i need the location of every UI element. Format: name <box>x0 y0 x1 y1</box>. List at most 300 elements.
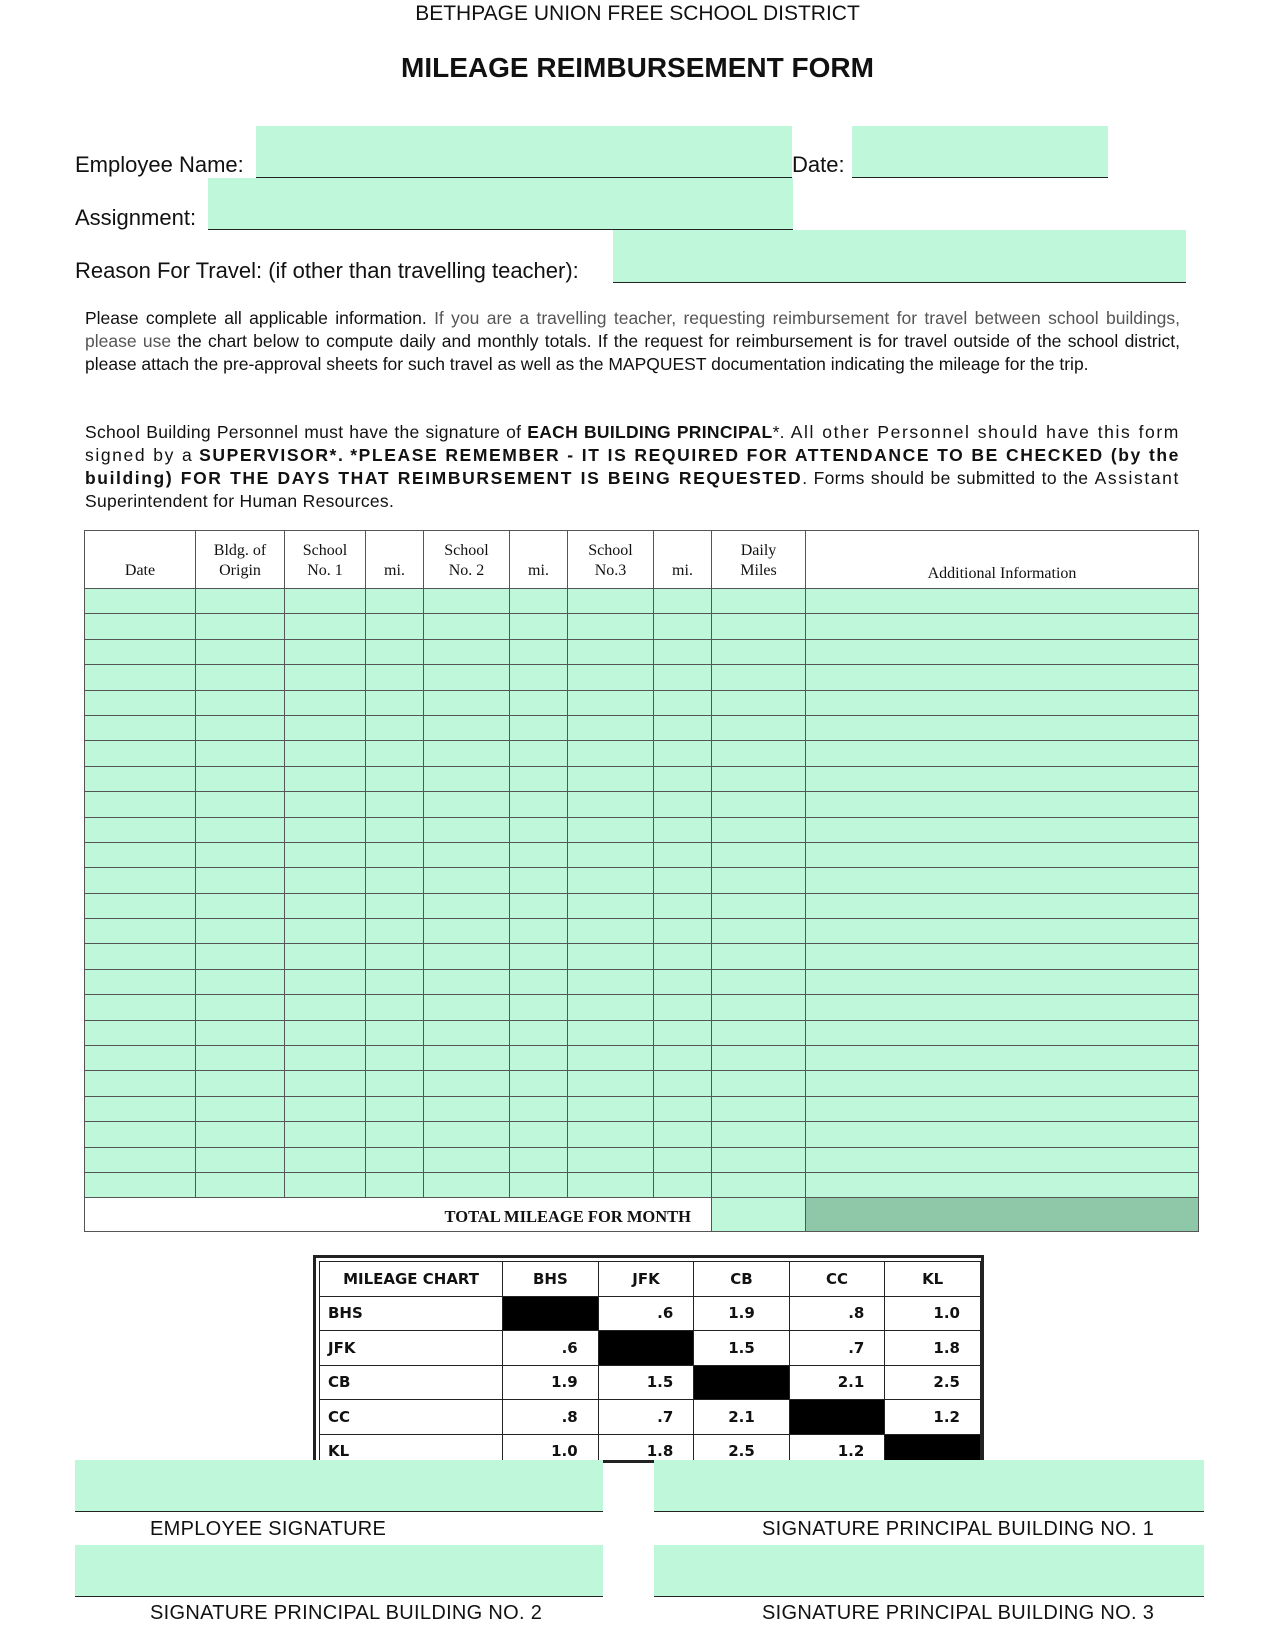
log-cell-input[interactable] <box>366 690 424 715</box>
log-cell-input[interactable] <box>654 766 712 791</box>
log-cell-input[interactable] <box>424 919 510 944</box>
log-row <box>85 690 1199 715</box>
log-cell-input[interactable] <box>806 1096 1199 1121</box>
log-cell-input[interactable] <box>424 1096 510 1121</box>
log-cell-input[interactable] <box>366 969 424 994</box>
log-cell-input[interactable] <box>285 665 366 690</box>
log-cell-input[interactable] <box>196 842 285 867</box>
log-cell-input[interactable] <box>654 868 712 893</box>
log-cell-input[interactable] <box>85 893 196 918</box>
log-cell-input[interactable] <box>712 766 806 791</box>
log-cell-input[interactable] <box>712 868 806 893</box>
col-mi-3: mi. <box>654 531 712 589</box>
log-cell-input[interactable] <box>806 690 1199 715</box>
log-cell-input[interactable] <box>568 792 654 817</box>
log-cell-input[interactable] <box>712 741 806 766</box>
log-cell-input[interactable] <box>196 1071 285 1096</box>
log-cell-input[interactable] <box>85 766 196 791</box>
log-cell-input[interactable] <box>196 614 285 639</box>
log-cell-input[interactable] <box>806 1020 1199 1045</box>
log-cell-input[interactable] <box>568 589 654 614</box>
log-cell-input[interactable] <box>510 665 568 690</box>
log-cell-input[interactable] <box>568 1172 654 1197</box>
log-row <box>85 817 1199 842</box>
log-cell-input[interactable] <box>654 741 712 766</box>
log-cell-input[interactable] <box>510 614 568 639</box>
log-cell-input[interactable] <box>654 715 712 740</box>
log-cell-input[interactable] <box>285 1071 366 1096</box>
log-cell-input[interactable] <box>285 817 366 842</box>
mileage-chart-row <box>320 1296 981 1331</box>
log-row <box>85 665 1199 690</box>
log-cell-input[interactable] <box>85 1020 196 1045</box>
log-row <box>85 1071 1199 1096</box>
log-cell-input[interactable] <box>366 919 424 944</box>
log-cell-input[interactable] <box>366 792 424 817</box>
log-cell-input[interactable] <box>510 1020 568 1045</box>
log-cell-input[interactable] <box>712 1147 806 1172</box>
log-cell-input[interactable] <box>568 995 654 1020</box>
log-cell-input[interactable] <box>366 944 424 969</box>
log-cell-input[interactable] <box>85 1147 196 1172</box>
log-cell-input[interactable] <box>510 969 568 994</box>
log-cell-input[interactable] <box>196 665 285 690</box>
log-cell-input[interactable] <box>806 741 1199 766</box>
date-input[interactable] <box>852 126 1108 178</box>
chart-col-header: KL <box>885 1262 981 1297</box>
log-cell-input[interactable] <box>196 1122 285 1147</box>
log-cell-input[interactable] <box>366 995 424 1020</box>
log-cell-input[interactable] <box>806 893 1199 918</box>
chart-distance-cell: 1.0 <box>885 1296 981 1331</box>
log-cell-input[interactable] <box>568 1020 654 1045</box>
chart-row-header: BHS <box>320 1296 503 1331</box>
log-cell-input[interactable] <box>568 817 654 842</box>
mileage-chart-header-row <box>320 1262 981 1297</box>
log-cell-input[interactable] <box>654 893 712 918</box>
col-daily-miles: Daily Miles <box>712 531 806 589</box>
log-cell-input[interactable] <box>806 817 1199 842</box>
log-cell-input[interactable] <box>712 969 806 994</box>
log-cell-input[interactable] <box>510 995 568 1020</box>
log-cell-input[interactable] <box>285 995 366 1020</box>
log-cell-input[interactable] <box>712 715 806 740</box>
form-title: MILEAGE REIMBURSEMENT FORM <box>401 52 874 83</box>
chart-diagonal-cell <box>789 1400 885 1435</box>
assignment-input[interactable] <box>208 178 793 230</box>
log-cell-input[interactable] <box>196 741 285 766</box>
log-cell-input[interactable] <box>366 1147 424 1172</box>
log-cell-input[interactable] <box>654 995 712 1020</box>
log-cell-input[interactable] <box>568 944 654 969</box>
log-cell-input[interactable] <box>654 1020 712 1045</box>
log-cell-input[interactable] <box>85 817 196 842</box>
log-cell-input[interactable] <box>85 665 196 690</box>
log-cell-input[interactable] <box>366 665 424 690</box>
log-cell-input[interactable] <box>654 690 712 715</box>
chart-distance-cell: 2.5 <box>885 1365 981 1400</box>
log-cell-input[interactable] <box>424 639 510 664</box>
log-cell-input[interactable] <box>366 741 424 766</box>
log-cell-input[interactable] <box>712 639 806 664</box>
log-cell-input[interactable] <box>85 792 196 817</box>
log-cell-input[interactable] <box>366 715 424 740</box>
log-cell-input[interactable] <box>424 1147 510 1172</box>
mileage-chart <box>313 1255 984 1463</box>
log-cell-input[interactable] <box>510 842 568 867</box>
employee-name-label: Employee Name: <box>75 152 244 177</box>
log-cell-input[interactable] <box>85 868 196 893</box>
log-cell-input[interactable] <box>568 614 654 639</box>
log-cell-input[interactable] <box>654 1071 712 1096</box>
log-cell-input[interactable] <box>424 1046 510 1071</box>
log-cell-input[interactable] <box>85 614 196 639</box>
log-cell-input[interactable] <box>568 1071 654 1096</box>
log-cell-input[interactable] <box>510 766 568 791</box>
log-cell-input[interactable] <box>285 969 366 994</box>
log-cell-input[interactable] <box>806 792 1199 817</box>
col-school-2: School No. 2 <box>424 531 510 589</box>
mileage-chart-table <box>319 1261 981 1463</box>
log-cell-input[interactable] <box>712 919 806 944</box>
log-cell-input[interactable] <box>654 1046 712 1071</box>
chart-col-header: CC <box>789 1262 885 1297</box>
log-cell-input[interactable] <box>654 919 712 944</box>
instructions-paragraph-1: Please complete all applicable information. If you are a travelling teacher, requesting reimbursement for travel between school buildings, please use the chart below to compute daily and monthly totals. If the request for reimbursement is for travel outside of the school district, please attach the pre-approval sheets for such travel as well as the MAPQUEST documentation indicating the mileage for the trip. <box>85 308 1180 374</box>
principal-3-signature-field[interactable] <box>654 1545 1204 1597</box>
log-cell-input[interactable] <box>806 589 1199 614</box>
log-cell-input[interactable] <box>568 842 654 867</box>
log-cell-input[interactable] <box>85 589 196 614</box>
log-cell-input[interactable] <box>806 919 1199 944</box>
log-cell-input[interactable] <box>285 944 366 969</box>
log-cell-input[interactable] <box>806 715 1199 740</box>
log-cell-input[interactable] <box>806 766 1199 791</box>
mileage-chart-row <box>320 1331 981 1366</box>
log-cell-input[interactable] <box>568 1096 654 1121</box>
log-cell-input[interactable] <box>366 589 424 614</box>
chart-distance-cell: .8 <box>503 1400 599 1435</box>
log-cell-input[interactable] <box>285 1096 366 1121</box>
principal-2-signature-field[interactable] <box>75 1545 603 1597</box>
log-cell-input[interactable] <box>712 1020 806 1045</box>
log-cell-input[interactable] <box>424 1071 510 1096</box>
log-cell-input[interactable] <box>366 893 424 918</box>
log-cell-input[interactable] <box>424 944 510 969</box>
log-cell-input[interactable] <box>510 893 568 918</box>
log-cell-input[interactable] <box>196 1020 285 1045</box>
employee-name-input[interactable] <box>256 126 792 178</box>
log-cell-input[interactable] <box>654 792 712 817</box>
log-cell-input[interactable] <box>285 1046 366 1071</box>
log-cell-input[interactable] <box>712 690 806 715</box>
log-cell-input[interactable] <box>806 1172 1199 1197</box>
log-cell-input[interactable] <box>424 842 510 867</box>
log-cell-input[interactable] <box>85 1071 196 1096</box>
mileage-chart-title: MILEAGE CHART <box>320 1262 503 1297</box>
log-cell-input[interactable] <box>285 766 366 791</box>
mileage-chart-row <box>320 1434 981 1463</box>
log-cell-input[interactable] <box>85 741 196 766</box>
log-cell-input[interactable] <box>85 1046 196 1071</box>
log-row <box>85 944 1199 969</box>
log-cell-input[interactable] <box>712 944 806 969</box>
log-cell-input[interactable] <box>424 893 510 918</box>
log-cell-input[interactable] <box>424 614 510 639</box>
log-cell-input[interactable] <box>424 792 510 817</box>
principal-1-signature-field[interactable] <box>654 1460 1204 1512</box>
log-cell-input[interactable] <box>285 589 366 614</box>
log-cell-input[interactable] <box>510 1147 568 1172</box>
chart-distance-cell: .6 <box>598 1296 694 1331</box>
log-cell-input[interactable] <box>285 1147 366 1172</box>
log-cell-input[interactable] <box>366 1096 424 1121</box>
log-cell-input[interactable] <box>806 944 1199 969</box>
chart-diagonal-cell <box>598 1331 694 1366</box>
log-cell-input[interactable] <box>424 995 510 1020</box>
log-cell-input[interactable] <box>510 1172 568 1197</box>
log-cell-input[interactable] <box>424 589 510 614</box>
instructions-paragraph-2: School Building Personnel must have the signature of EACH BUILDING PRINCIPAL*. All other Personnel should have this form signed by a SUPERVISOR*. *PLEASE REMEMBER - IT IS REQUIRED FOR ATTENDANCE TO BE CHECKED (by the building) FOR THE DAYS THAT REIMBURSEMENT IS BEING REQUESTED. Forms should be submitted to the Assistant Superintendent for Human Resources. <box>85 422 1180 511</box>
log-cell-input[interactable] <box>568 690 654 715</box>
log-row <box>85 639 1199 664</box>
chart-distance-cell: .8 <box>789 1296 885 1331</box>
log-cell-input[interactable] <box>510 792 568 817</box>
log-cell-input[interactable] <box>366 766 424 791</box>
mileage-chart-row <box>320 1365 981 1400</box>
log-cell-input[interactable] <box>712 893 806 918</box>
log-cell-input[interactable] <box>712 995 806 1020</box>
log-cell-input[interactable] <box>712 589 806 614</box>
log-row <box>85 741 1199 766</box>
log-cell-input[interactable] <box>712 817 806 842</box>
log-cell-input[interactable] <box>196 969 285 994</box>
log-cell-input[interactable] <box>712 842 806 867</box>
log-cell-input[interactable] <box>654 589 712 614</box>
log-cell-input[interactable] <box>85 995 196 1020</box>
log-cell-input[interactable] <box>654 842 712 867</box>
log-cell-input[interactable] <box>85 1122 196 1147</box>
log-cell-input[interactable] <box>196 944 285 969</box>
log-cell-input[interactable] <box>654 1096 712 1121</box>
log-cell-input[interactable] <box>568 1046 654 1071</box>
log-cell-input[interactable] <box>712 1096 806 1121</box>
log-cell-input[interactable] <box>285 893 366 918</box>
log-cell-input[interactable] <box>568 893 654 918</box>
log-cell-input[interactable] <box>510 868 568 893</box>
log-cell-input[interactable] <box>510 919 568 944</box>
log-cell-input[interactable] <box>568 868 654 893</box>
log-cell-input[interactable] <box>806 1147 1199 1172</box>
log-cell-input[interactable] <box>806 868 1199 893</box>
col-school-1: School No. 1 <box>285 531 366 589</box>
log-cell-input[interactable] <box>366 842 424 867</box>
log-cell-input[interactable] <box>806 1046 1199 1071</box>
log-cell-input[interactable] <box>366 817 424 842</box>
total-mileage-input[interactable] <box>712 1198 806 1232</box>
log-cell-input[interactable] <box>285 792 366 817</box>
log-cell-input[interactable] <box>510 1071 568 1096</box>
log-cell-input[interactable] <box>806 1071 1199 1096</box>
log-cell-input[interactable] <box>285 741 366 766</box>
log-cell-input[interactable] <box>196 1046 285 1071</box>
log-cell-input[interactable] <box>424 1172 510 1197</box>
total-row <box>85 1198 1199 1232</box>
employee-signature-label: EMPLOYEE SIGNATURE <box>150 1518 387 1540</box>
log-cell-input[interactable] <box>196 1172 285 1197</box>
log-cell-input[interactable] <box>510 690 568 715</box>
log-cell-input[interactable] <box>196 817 285 842</box>
chart-row-header: JFK <box>320 1331 503 1366</box>
log-cell-input[interactable] <box>424 741 510 766</box>
log-cell-input[interactable] <box>654 1147 712 1172</box>
log-cell-input[interactable] <box>510 639 568 664</box>
log-cell-input[interactable] <box>654 944 712 969</box>
log-cell-input[interactable] <box>196 1147 285 1172</box>
log-cell-input[interactable] <box>85 1172 196 1197</box>
reason-input[interactable] <box>613 230 1186 283</box>
log-cell-input[interactable] <box>366 868 424 893</box>
chart-distance-cell: 1.8 <box>885 1331 981 1366</box>
chart-distance-cell: 1.0 <box>503 1434 599 1463</box>
col-additional-info: Additional Information <box>806 531 1199 589</box>
log-cell-input[interactable] <box>510 1046 568 1071</box>
log-cell-input[interactable] <box>806 639 1199 664</box>
chart-col-header: JFK <box>598 1262 694 1297</box>
log-cell-input[interactable] <box>654 969 712 994</box>
log-cell-input[interactable] <box>806 665 1199 690</box>
log-cell-input[interactable] <box>196 766 285 791</box>
log-cell-input[interactable] <box>510 1122 568 1147</box>
log-cell-input[interactable] <box>568 919 654 944</box>
log-cell-input[interactable] <box>510 589 568 614</box>
log-cell-input[interactable] <box>568 766 654 791</box>
log-cell-input[interactable] <box>85 715 196 740</box>
log-cell-input[interactable] <box>85 969 196 994</box>
log-cell-input[interactable] <box>285 1122 366 1147</box>
log-row <box>85 842 1199 867</box>
log-cell-input[interactable] <box>712 1071 806 1096</box>
log-cell-input[interactable] <box>568 1147 654 1172</box>
log-cell-input[interactable] <box>196 589 285 614</box>
log-cell-input[interactable] <box>85 919 196 944</box>
log-cell-input[interactable] <box>712 1172 806 1197</box>
log-cell-input[interactable] <box>424 715 510 740</box>
log-cell-input[interactable] <box>806 1122 1199 1147</box>
log-cell-input[interactable] <box>712 1046 806 1071</box>
log-cell-input[interactable] <box>806 969 1199 994</box>
log-cell-input[interactable] <box>654 1122 712 1147</box>
log-cell-input[interactable] <box>806 614 1199 639</box>
log-row <box>85 715 1199 740</box>
log-cell-input[interactable] <box>285 919 366 944</box>
chart-distance-cell: .7 <box>789 1331 885 1366</box>
log-cell-input[interactable] <box>806 995 1199 1020</box>
log-cell-input[interactable] <box>196 893 285 918</box>
log-cell-input[interactable] <box>654 817 712 842</box>
log-cell-input[interactable] <box>85 944 196 969</box>
log-cell-input[interactable] <box>424 690 510 715</box>
log-cell-input[interactable] <box>85 842 196 867</box>
log-cell-input[interactable] <box>568 715 654 740</box>
log-cell-input[interactable] <box>285 690 366 715</box>
log-cell-input[interactable] <box>196 639 285 664</box>
log-row <box>85 792 1199 817</box>
log-cell-input[interactable] <box>568 741 654 766</box>
log-cell-input[interactable] <box>712 614 806 639</box>
log-cell-input[interactable] <box>366 614 424 639</box>
log-cell-input[interactable] <box>424 1020 510 1045</box>
log-cell-input[interactable] <box>85 690 196 715</box>
log-cell-input[interactable] <box>366 1046 424 1071</box>
log-cell-input[interactable] <box>424 868 510 893</box>
log-cell-input[interactable] <box>568 665 654 690</box>
log-cell-input[interactable] <box>196 1096 285 1121</box>
log-cell-input[interactable] <box>285 842 366 867</box>
log-row <box>85 1172 1199 1197</box>
log-cell-input[interactable] <box>285 639 366 664</box>
log-cell-input[interactable] <box>654 665 712 690</box>
chart-row-header: KL <box>320 1434 503 1463</box>
log-cell-input[interactable] <box>196 690 285 715</box>
log-cell-input[interactable] <box>424 969 510 994</box>
log-cell-input[interactable] <box>424 665 510 690</box>
log-cell-input[interactable] <box>654 639 712 664</box>
log-cell-input[interactable] <box>196 715 285 740</box>
log-cell-input[interactable] <box>196 919 285 944</box>
col-date: Date <box>85 531 196 589</box>
log-cell-input[interactable] <box>510 817 568 842</box>
log-row <box>85 614 1199 639</box>
log-cell-input[interactable] <box>366 1172 424 1197</box>
log-cell-input[interactable] <box>424 817 510 842</box>
log-cell-input[interactable] <box>196 995 285 1020</box>
log-cell-input[interactable] <box>285 1172 366 1197</box>
log-cell-input[interactable] <box>654 1172 712 1197</box>
employee-signature-field[interactable] <box>75 1460 603 1512</box>
log-cell-input[interactable] <box>366 1122 424 1147</box>
log-cell-input[interactable] <box>510 944 568 969</box>
log-cell-input[interactable] <box>285 868 366 893</box>
log-header-row <box>85 531 1199 589</box>
log-cell-input[interactable] <box>568 639 654 664</box>
log-cell-input[interactable] <box>424 766 510 791</box>
log-cell-input[interactable] <box>85 639 196 664</box>
log-cell-input[interactable] <box>712 665 806 690</box>
log-cell-input[interactable] <box>568 1122 654 1147</box>
log-cell-input[interactable] <box>366 639 424 664</box>
mileage-log-table <box>84 530 1199 1232</box>
chart-row-header: CB <box>320 1365 503 1400</box>
log-cell-input[interactable] <box>712 792 806 817</box>
log-cell-input[interactable] <box>510 741 568 766</box>
log-cell-input[interactable] <box>806 842 1199 867</box>
log-cell-input[interactable] <box>85 1096 196 1121</box>
log-cell-input[interactable] <box>285 1020 366 1045</box>
log-cell-input[interactable] <box>285 715 366 740</box>
log-cell-input[interactable] <box>424 1122 510 1147</box>
log-cell-input[interactable] <box>196 868 285 893</box>
log-cell-input[interactable] <box>654 614 712 639</box>
log-cell-input[interactable] <box>196 792 285 817</box>
log-cell-input[interactable] <box>366 1071 424 1096</box>
log-cell-input[interactable] <box>712 1122 806 1147</box>
log-cell-input[interactable] <box>510 1096 568 1121</box>
log-cell-input[interactable] <box>285 614 366 639</box>
log-cell-input[interactable] <box>510 715 568 740</box>
log-cell-input[interactable] <box>366 1020 424 1045</box>
log-cell-input[interactable] <box>568 969 654 994</box>
